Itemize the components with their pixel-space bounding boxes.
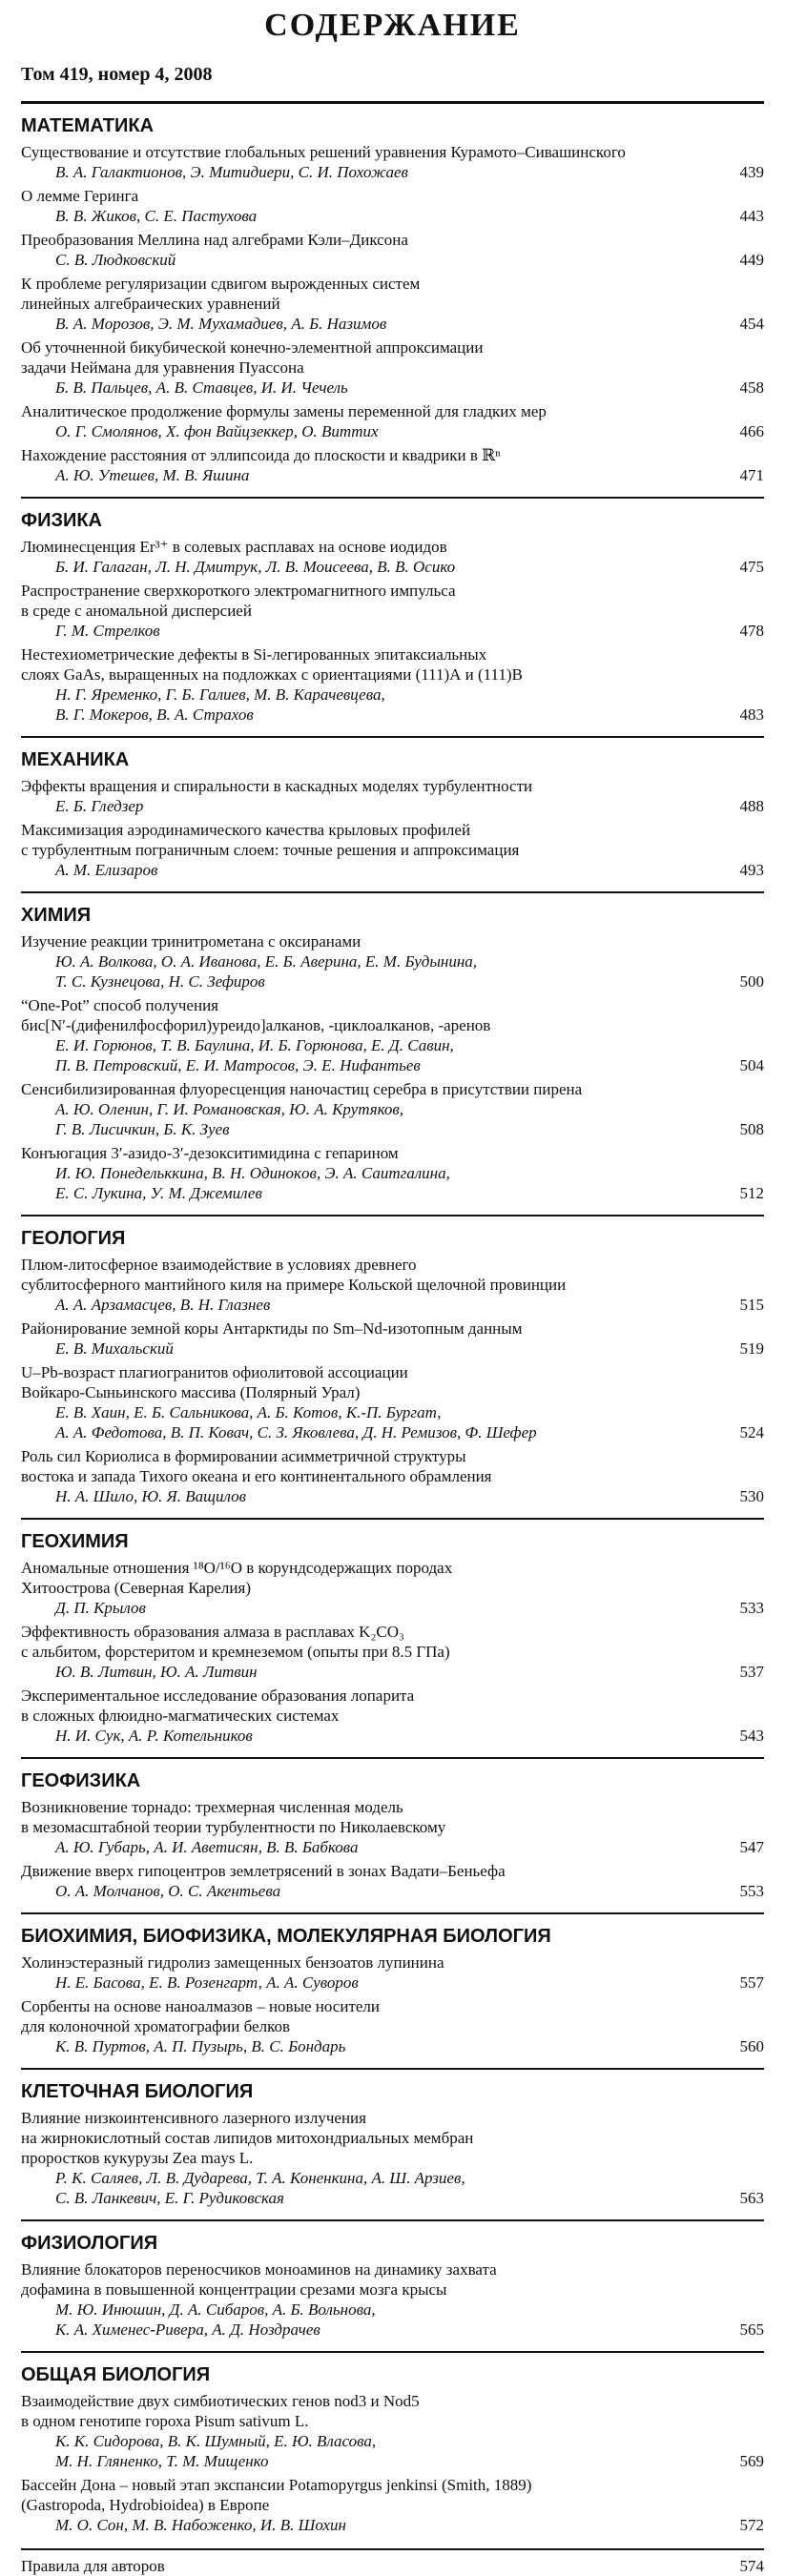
section [21, 1518, 764, 1746]
article-authors: И. Ю. Понедельккина, В. Н. Одинокoв, Э. А. Саитгалина, Е. С. Лукина, У. М. Джемилев [55, 1164, 450, 1202]
section [21, 1757, 764, 1901]
article-title: Изучение реакции тринитрометана с оксиранами [21, 932, 362, 951]
contents-entry[interactable] [21, 1255, 764, 1315]
page-number: 439 [739, 163, 764, 181]
article-authors: А. М. Елизаров [55, 861, 158, 879]
contents-entry[interactable] [21, 2108, 764, 2208]
page-number: 500 [739, 972, 764, 991]
section-divider [21, 497, 764, 499]
contents-entry[interactable] [21, 274, 764, 334]
authors-rules-label: Правила для авторов [21, 2557, 165, 2575]
section-heading: ОБЩАЯ БИОЛОГИЯ [21, 2364, 211, 2385]
section-heading: ГЕОЛОГИЯ [21, 1228, 126, 1249]
article-title: Распространение сверхкороткого электромагнитного импульса в среде с аномальной дисперсией [21, 582, 456, 620]
article-title: Плюм-литосферное взаимодействие в условиях древнего сублитосферного мантийного киля на примере Кольской щелочной провинции [21, 1256, 567, 1294]
page-number: 493 [739, 861, 764, 879]
contents-page [21, 0, 764, 2576]
contents-entry[interactable] [21, 1079, 764, 1139]
article-authors: Р. К. Саляев, Л. В. Дударева, Т. А. Коненкина, А. Ш. Арзиев, С. В. Ланкевич, Е. Г. Рудиковская [55, 2169, 465, 2207]
article-authors: Н. Е. Басова, Е. В. Розенгарт, А. А. Суворов [55, 1973, 359, 1992]
authors-rules-entry[interactable] [21, 2548, 764, 2576]
volume-info: Том 419, номер 4, 2008 [21, 64, 213, 85]
contents-entry[interactable] [21, 1797, 764, 1857]
page-number: 563 [739, 2189, 764, 2207]
contents-entry[interactable] [21, 1319, 764, 1359]
contents-entry[interactable] [21, 820, 764, 880]
contents-entry[interactable] [21, 776, 764, 816]
page-number: 466 [739, 422, 764, 440]
contents-entry[interactable] [21, 1446, 764, 1506]
contents-entry[interactable] [21, 337, 764, 398]
page-number: 524 [739, 1423, 764, 1441]
contents-entry[interactable] [21, 1143, 764, 1203]
article-title: Бассейн Дона – новый этап экспансии Potamopyrgus jenkinsi (Smith, 1889) (Gastropoda, Hydrobioidea) в Европе [21, 2476, 532, 2514]
page-number: 543 [739, 1727, 764, 1745]
article-authors: Е. В. Михальский [55, 1339, 174, 1358]
contents-entry[interactable] [21, 931, 764, 992]
section-divider [21, 891, 764, 893]
article-authors: Г. М. Стрелков [55, 622, 160, 640]
article-authors: Д. П. Крылов [55, 1599, 146, 1617]
section-divider [21, 1518, 764, 1520]
article-title: Роль сил Кориолиса в формировании асимметричной структуры востока и запада Тихого океана и его континентального обрамления [21, 1447, 492, 1485]
section [21, 891, 764, 1203]
contents-entry[interactable] [21, 401, 764, 441]
contents-entry[interactable] [21, 644, 764, 725]
article-title: U–Pb-возраст плагиогранитов офиолитовой ассоциации Войкаро-Сыньинского массива (Полярный Урал) [21, 1363, 408, 1401]
contents-entry[interactable] [21, 2259, 764, 2340]
section-heading: ФИЗИОЛОГИЯ [21, 2233, 158, 2254]
article-title: Конъюгация 3′-азидо-3′-дезокситимидина с гепарином [21, 1144, 399, 1162]
article-title: Холинэстеразный гидролиз замещенных бензоатов лупинина [21, 1953, 444, 1972]
contents-entry[interactable] [21, 1996, 764, 2056]
page-number: 572 [739, 2516, 764, 2534]
section-divider [21, 1757, 764, 1759]
page-number: 504 [739, 1056, 764, 1074]
article-title: “One-Pot” способ получения бис[N′-(дифенилфосфорил)уреидо]алканов, -циклоалканов, -аренов [21, 996, 491, 1034]
section [21, 1912, 764, 2056]
section-divider [21, 2219, 764, 2221]
article-authors: С. В. Людковский [55, 251, 176, 269]
contents-entry[interactable] [21, 1952, 764, 1993]
section-heading: ФИЗИКА [21, 510, 102, 531]
contents-entry[interactable] [21, 2475, 764, 2535]
section-heading: КЛЕТОЧНАЯ БИОЛОГИЯ [21, 2081, 254, 2102]
contents-entry[interactable] [21, 1558, 764, 1618]
page-number: 553 [739, 1882, 764, 1900]
article-title: Движение вверх гипоцентров землетрясений в зонах Вадати–Беньефа [21, 1862, 506, 1880]
page-number: 458 [739, 378, 764, 397]
section-divider [21, 2068, 764, 2070]
article-authors: М. О. Сон, М. В. Набоженко, И. В. Шохин [55, 2516, 346, 2534]
article-title: Преобразования Меллина над алгебрами Кэли–Диксона [21, 231, 408, 249]
article-title: Влияние низкоинтенсивного лазерного излучения на жирнокислотный состав липидов митохондриальных мембран проростков кукурузы Zea mays L. [21, 2109, 474, 2167]
contents-entry[interactable] [21, 1362, 764, 1442]
article-authors: Ю. А. Волкова, О. А. Иванова, Е. Б. Аверина, Е. М. Будынина, Т. С. Кузнецова, Н. С. Зефиров [55, 952, 478, 991]
article-title: Аномальные отношения ¹⁸O/¹⁶O в корундсодержащих породах Хитоострова (Северная Карелия) [21, 1559, 453, 1597]
contents-entry[interactable] [21, 445, 764, 485]
article-authors: М. Ю. Инюшин, Д. А. Сибаров, А. Б. Вольнова, К. А. Хименес-Ривера, А. Д. Ноздрачев [55, 2300, 376, 2339]
article-authors: Е. В. Хаин, Е. Б. Сальникова, А. Б. Котов, К.-П. Бургат, А. А. Федотова, В. П. Ковач, С. З. Яковлева, Д. Н. Ремизов, Ф. Шефер [55, 1403, 537, 1441]
section [21, 736, 764, 880]
article-authors: Б. В. Пальцев, А. В. Ставцев, И. И. Чечель [55, 378, 348, 397]
article-title: Нестехиометрические дефекты в Si-легированных эпитаксиальных слоях GaAs, выращенных на подложках с ориентациями (111)А и (111)В [21, 645, 523, 684]
contents-entry[interactable] [21, 1861, 764, 1901]
article-title: Об уточненной бикубической конечно-элементной аппроксимации задачи Неймана для уравнения Пуассона [21, 338, 484, 377]
article-title: Экспериментальное исследование образования лопарита в сложных флюидно-магматических системах [21, 1687, 415, 1725]
contents-entry[interactable] [21, 537, 764, 577]
page-number: 560 [739, 2037, 764, 2055]
section [21, 113, 764, 485]
article-authors: О. А. Молчанов, О. С. Акентьева [55, 1882, 281, 1900]
article-authors: Е. Б. Гледзер [55, 797, 144, 815]
section-divider [21, 736, 764, 738]
page-number: 508 [739, 1120, 764, 1138]
page-number: 557 [739, 1973, 764, 1992]
page-number: 519 [739, 1339, 764, 1358]
section-divider [21, 1912, 764, 1914]
contents-entry[interactable] [21, 995, 764, 1075]
contents-entry[interactable] [21, 186, 764, 226]
article-title: Возникновение торнадо: трехмерная численная модель в мезомасштабной теории турбулентности по Николаевскому [21, 1798, 446, 1836]
section-heading: МЕХАНИКА [21, 749, 130, 770]
page-number: 475 [739, 558, 764, 576]
section [21, 497, 764, 725]
article-title: Существование и отсутствие глобальных решений уравнения Курамото–Сивашинского [21, 143, 626, 161]
page-title: СОДЕРЖАНИЕ [264, 8, 521, 43]
section [21, 2068, 764, 2208]
page-number: 478 [739, 622, 764, 640]
section-divider [21, 2351, 764, 2353]
article-authors: В. А. Галактионов, Э. Митидиери, С. И. Похожаев [55, 163, 408, 181]
page-number: 454 [739, 315, 764, 333]
header-divider [21, 101, 764, 104]
article-title: Районирование земной коры Антарктиды по Sm–Nd-изотопным данным [21, 1319, 523, 1338]
section-heading: МАТЕМАТИКА [21, 115, 155, 136]
article-authors: Ю. В. Литвин, Ю. А. Литвин [55, 1663, 258, 1681]
contents-entry[interactable] [21, 2391, 764, 2471]
page-number: 488 [739, 797, 764, 815]
page-number: 449 [739, 251, 764, 269]
contents-entry[interactable] [21, 1686, 764, 1746]
article-title: Нахождение расстояния от эллипсоида до плоскости и квадрики в ℝⁿ [21, 446, 501, 464]
page-number: 443 [739, 207, 764, 225]
page-number: 565 [739, 2320, 764, 2339]
article-title: Сенсибилизированная флуоресценция наночастиц серебра в присутствии пирена [21, 1080, 583, 1098]
article-authors: О. Г. Смолянов, Х. фон Вайцзеккер, О. Виттих [55, 422, 379, 440]
page-number: 569 [739, 2452, 764, 2470]
article-authors: Б. И. Галаган, Л. Н. Дмитрук, Л. В. Моисеева, В. В. Осико [55, 558, 456, 576]
contents-entry[interactable] [21, 230, 764, 270]
page-number: 537 [739, 1663, 764, 1681]
article-authors: В. В. Жиков, С. Е. Пастухова [55, 207, 258, 225]
article-title: Сорбенты на основе наноалмазов – новые носители для колоночной хроматографии белков [21, 1997, 381, 2035]
page-number: 515 [739, 1296, 764, 1314]
section-heading: ГЕОХИМИЯ [21, 1531, 129, 1552]
article-authors: К. В. Пуртов, А. П. Пузырь, В. С. Бондарь [55, 2037, 346, 2055]
section-divider [21, 1215, 764, 1216]
section-heading: БИОХИМИЯ, БИОФИЗИКА, МОЛЕКУЛЯРНАЯ БИОЛОГИЯ [21, 1926, 551, 1947]
article-authors: Н. А. Шило, Ю. Я. Ващилов [55, 1487, 246, 1505]
article-title: Влияние блокаторов переносчиков моноаминов на динамику захвата дофамина в повышенной концентрации срезами мозга крысы [21, 2260, 497, 2299]
article-authors: А. А. Арзамасцев, В. Н. Глазнев [55, 1296, 271, 1314]
page-number: 533 [739, 1599, 764, 1617]
article-title: Эффекты вращения и спиральности в каскадных моделях турбулентности [21, 777, 533, 795]
contents-entry[interactable] [21, 1622, 764, 1682]
section [21, 2219, 764, 2340]
article-authors: К. К. Сидорова, В. К. Шумный, Е. Ю. Власова, М. Н. Гляненко, Т. М. Мищенко [55, 2432, 377, 2470]
article-title: К проблеме регуляризации сдвигом вырожденных систем линейных алгебраических уравнений [21, 275, 421, 313]
article-authors: Н. Г. Яременко, Г. Б. Галиев, М. В. Карачевцева, В. Г. Мокеров, В. А. Страхов [55, 685, 385, 724]
sections-list [21, 113, 764, 2535]
article-title: Взаимодействие двух симбиотических генов nod3 и Nod5 в одном генотипе гороха Pisum sativum L. [21, 2392, 420, 2430]
article-title: Максимизация аэродинамического качества крыловых профилей с турбулентным пограничным слоем: точные решения и аппроксимация [21, 821, 520, 859]
article-authors: В. А. Морозов, Э. М. Мухамадиев, А. Б. Назимов [55, 315, 387, 333]
contents-entry[interactable] [21, 581, 764, 641]
page-number: 483 [739, 705, 764, 724]
contents-entry[interactable] [21, 142, 764, 182]
section [21, 1215, 764, 1506]
section [21, 2351, 764, 2535]
page-number: 547 [739, 1838, 764, 1856]
article-title: О лемме Геринга [21, 187, 139, 205]
article-authors: А. Ю. Утешев, М. В. Яшина [55, 466, 250, 484]
article-authors: А. Ю. Оленин, Г. И. Романовская, Ю. А. Крутяков, Г. В. Лисичкин, Б. К. Зуев [55, 1100, 404, 1138]
article-authors: Е. И. Горюнов, Т. В. Баулина, И. Б. Горюнова, Е. Д. Савин, П. В. Петровский, Е. И. Матросов, Э. Е. Нифантьев [55, 1036, 454, 1074]
article-title: Эффективность образования алмаза в расплавах K₂CO₃ с альбитом, форстеритом и кремнеземом (опыты при 8.5 ГПа) [21, 1623, 450, 1661]
section-heading: ГЕОФИЗИКА [21, 1770, 141, 1791]
authors-rules-page: 574 [739, 2557, 764, 2575]
article-authors: А. Ю. Губарь, А. И. Аветисян, В. В. Бабкова [55, 1838, 359, 1856]
page-number: 512 [739, 1184, 764, 1202]
article-authors: Н. И. Сук, А. Р. Котельников [55, 1727, 253, 1745]
page-number: 530 [739, 1487, 764, 1505]
article-title: Аналитическое продолжение формулы замены переменной для гладких мер [21, 402, 547, 420]
article-title: Люминесценция Er³⁺ в солевых расплавах на основе иодидов [21, 538, 447, 556]
section-heading: ХИМИЯ [21, 905, 92, 926]
page-number: 471 [739, 466, 764, 484]
